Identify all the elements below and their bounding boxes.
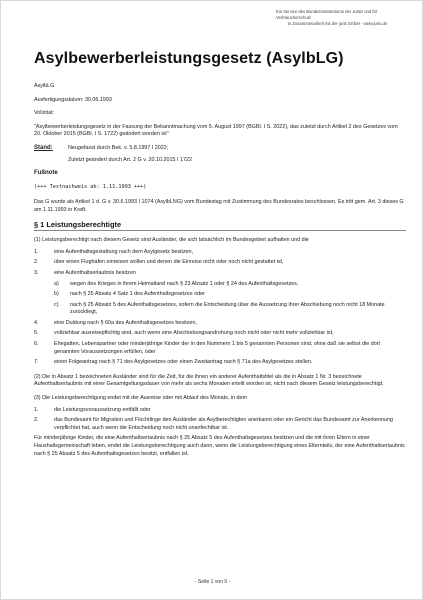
section-1-heading: § 1 Leistungsberechtigte bbox=[34, 219, 122, 229]
list-item: 5. vollziehbar ausreisepflichtig sind, auch wenn eine Abschiebungsandrohung noch nicht oder nicht mehr vollziehbar ist, bbox=[34, 330, 334, 337]
sub-list-item: c) nach § 25 Absatz 5 des Aufenthaltsgesetzes, sofern die Entscheidung über die Aussetzung ihrer Abschiebung noch nicht 18 Monate zurückliegt, bbox=[54, 301, 385, 316]
list-item: 1. die Leistungsvoraussetzung entfällt oder bbox=[34, 406, 151, 413]
list-item: 4. eine Duldung nach § 60a des Aufenthaltsgesetzes besitzen, bbox=[34, 319, 197, 326]
stand-label: Stand: bbox=[34, 144, 53, 151]
document-body bbox=[34, 83, 406, 458]
document-title: Asylbewerberleistungsgesetz (AsylbLG) bbox=[34, 50, 344, 67]
section-1-paragraph-2: (2) Die in Absatz 1 bezeichneten Ausländer sind für die Zeit, für die ihnen ein anderer Aufenthaltstitel als die in Absatz 1 Nr. 3 bezeichnete Aufenthaltserlaubnis mit einer Gesamtgeltungsdauer von mehr als sechs Monaten erteilt worden ist, nicht nach diesem Gesetz leistungsberechtigt. bbox=[34, 373, 384, 388]
publisher-note bbox=[276, 9, 406, 27]
publisher-note-line1: Ein Service des Bundesministeriums der Justiz und für Verbraucherschutz bbox=[276, 9, 378, 20]
list-item: 3. eine Aufenthaltserlaubnis besitzen bbox=[34, 269, 136, 276]
vollzitat-text: "Asylbewerberleistungsgesetz in der Fassung der Bekanntmachung vom 5. August 1997 (BGBl. I S. 2022), das zuletzt durch Artikel 2 des Gesetzes vom 20. Oktober 2015 (BGBl. I S. 1722) geändert worden ist" bbox=[34, 123, 398, 138]
vollzitat-label: Vollzitat: bbox=[34, 110, 55, 117]
stand-line-2: Zuletzt geändert durch Art. 2 G v. 20.10.2015 I 1722 bbox=[68, 156, 192, 163]
publisher-note-line2: in Zusammenarbeit mit der juris GmbH - www.juris.de bbox=[288, 21, 388, 26]
inkrafttreten-note: Das G wurde als Artikel 1 d. G v. 30.6.1993 I 1074 (AsylbLNG) vom Bundestag mit Zustimmung des Bundesrates beschlossen. Es tritt gem. Art. 3 dieses G am 1.11.1993 in Kraft. bbox=[34, 199, 404, 213]
list-item: 2. das Bundesamt für Migration und Flüchtlinge den Ausländer als Asylberechtigten anerkannt oder ein Gericht das Bundesamt zur Anerkennung verpflichtet hat, auch wenn die Entscheidung noch nicht unanfechtbar ist. bbox=[34, 417, 393, 431]
list-item: 6. Ehegatten, Lebenspartner oder minderjährige Kinder der in den Nummern 1 bis 5 genannten Personen sind, ohne daß sie selbst die dort genannten Voraussetzungen erfüllen, oder bbox=[34, 341, 381, 355]
sub-list-item: a) wegen des Krieges in ihrem Heimatland nach § 23 Absatz 1 oder § 24 des Aufenthaltsgesetzes, bbox=[54, 280, 299, 287]
list-item: 7. einen Folgeantrag nach § 71 des Asylgesetzes oder einen Zweitantrag nach § 71a des Asylgesetzes stellen. bbox=[34, 359, 313, 366]
stand-line-1: Neugefasst durch Bek. v. 5.8.1997 I 2022; bbox=[68, 144, 169, 151]
page-number: - Seite 1 von 9 - bbox=[194, 579, 231, 585]
list-item: 2. über einen Flughafen einreisen wollen und denen die Einreise nicht oder noch nicht gestattet ist, bbox=[34, 259, 284, 266]
section-1-paragraph-1: (1) Leistungsberechtigt nach diesem Gesetz sind Ausländer, die sich tatsächlich im Bundesgebiet aufhalten und die bbox=[34, 237, 309, 244]
law-abbreviation: AsylbLG bbox=[34, 83, 55, 89]
section-1-paragraph-3: (3) Die Leistungsberechtigung endet mit der Ausreise oder mit Ablauf des Monats, in dem bbox=[34, 395, 248, 402]
sub-list-item: b) nach § 25 Absatz 4 Satz 1 des Aufenthaltsgesetzes oder bbox=[54, 291, 205, 298]
textnachweis: (+++ Textnachweis ab: 1.11.1993 +++) bbox=[34, 183, 147, 190]
section-1-paragraph-4: Für minderjährige Kinder, die eine Aufenthaltserlaubnis nach § 25 Absatz 5 des Aufenthaltsgesetzes besitzen und die mit ihren Eltern in einer Haushaltsgemeinschaft leben, endet die Leistungsberechtigung auch dann, wenn die Leistungsberechtigung eines Elternteils, der eine Aufenthaltserlaubnis nach § 25 Absatz 5 des Aufenthaltsgesetzes besitzt, entfallen ist. bbox=[34, 435, 405, 457]
list-item: 1. eine Aufenthaltsgestattung nach dem Asylgesetz besitzen, bbox=[34, 248, 194, 255]
ausfertigungsdatum: Ausfertigungsdatum: 30.06.1993 bbox=[34, 96, 112, 103]
stand-block bbox=[34, 145, 406, 164]
fussnote-label: Fußnote bbox=[34, 170, 58, 177]
section-divider bbox=[34, 230, 406, 231]
